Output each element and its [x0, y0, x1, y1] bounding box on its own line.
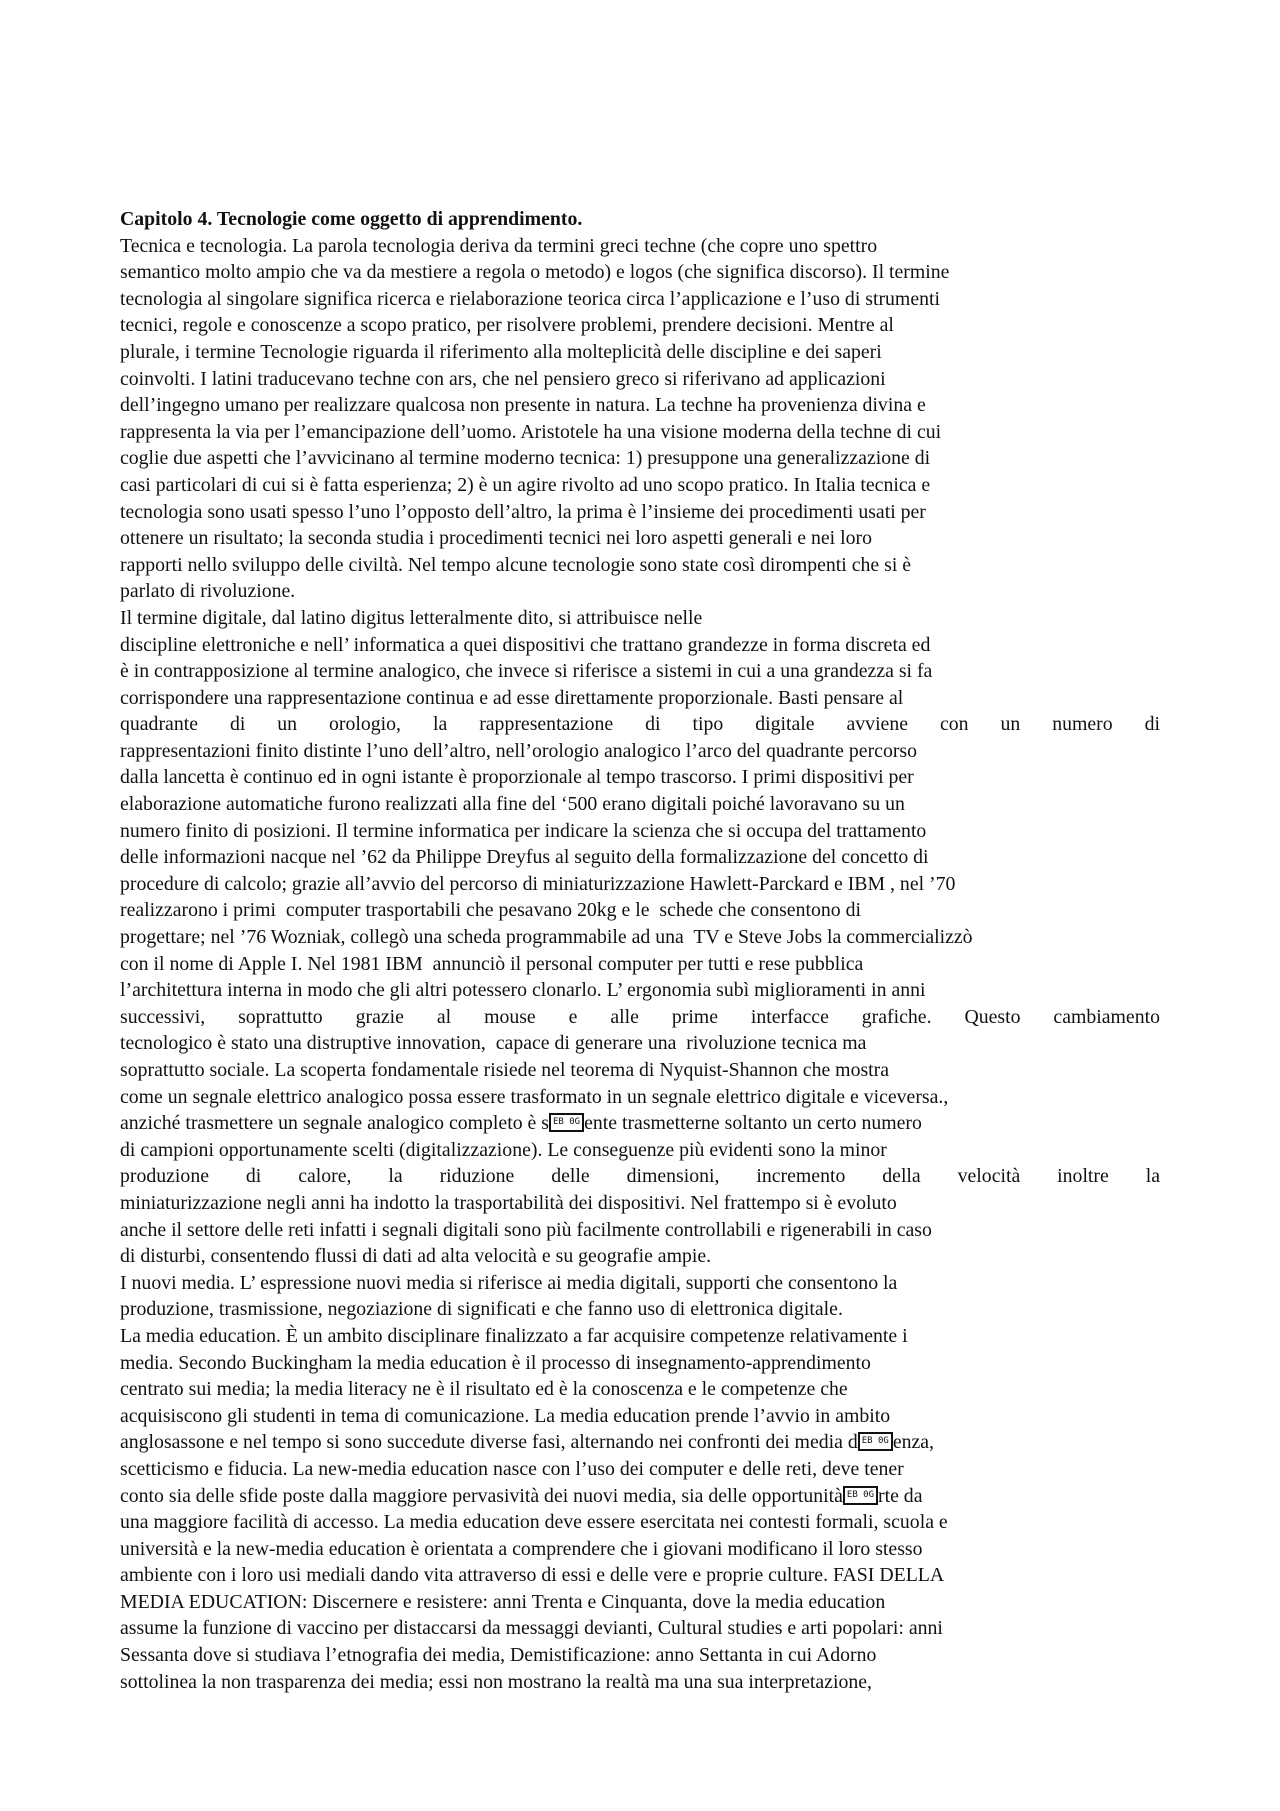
text-line: è in contrapposizione al termine analogico, che invece si riferisce a sistemi in cui a una grandezza si fa — [120, 660, 933, 683]
text-line: assume la funzione di vaccino per distaccarsi da messaggi devianti, Cultural studies e arti popolari: anni — [120, 1617, 943, 1640]
missing-glyph-icon: EB 0G — [549, 1113, 584, 1132]
text-line: coinvolti. I latini traducevano techne con ars, che nel pensiero greco si riferivano ad applicazioni — [120, 367, 886, 390]
text-line: Il termine digitale, dal latino digitus letteralmente dito, si attribuisce nelle — [120, 606, 703, 629]
text-line-justified: quadrante di un orologio, la rappresentazione di tipo digitale avviene con un numero di — [120, 713, 1160, 736]
text-line: di campioni opportunamente scelti (digitalizzazione). Le conseguenze più evidenti sono la minor — [120, 1138, 887, 1161]
text-line-with-glyph — [120, 1110, 1160, 1137]
text-line: numero finito di posizioni. Il termine informatica per indicare la scienza che si occupa del trattamento — [120, 819, 927, 842]
text-line: tecnici, regole e conoscenze a scopo pratico, per risolvere problemi, prendere decisioni. Mentre al — [120, 314, 894, 337]
text-line: procedure di calcolo; grazie all’avvio del percorso di miniaturizzazione Hawlett-Parckard e IBM , nel ’70 — [120, 872, 956, 895]
text-line: soprattutto sociale. La scoperta fondamentale risiede nel teorema di Nyquist-Shannon che mostra — [120, 1059, 890, 1081]
text-line: con il nome di Apple I. Nel 1981 IBM annunciò il personal computer per tutti e rese pubblica — [120, 952, 864, 975]
text-line: rappresenta la via per l’emancipazione dell’uomo. Aristotele ha una visione moderna della techne di cui — [120, 420, 942, 443]
text-segment: conto sia delle sfide poste dalla maggiore pervasività dei nuovi media, sia delle opportunità — [120, 1484, 843, 1507]
text-line: realizzarono i primi computer trasportabili che pesavano 20kg e le schede che consentono di — [120, 899, 861, 922]
text-line: elaborazione automatiche furono realizzati alla fine del ‘500 erano digitali poiché lavoravano su un — [120, 793, 905, 816]
text-line: miniaturizzazione negli anni ha indotto la trasportabilità dei dispositivi. Nel frattempo si è evoluto — [120, 1191, 897, 1214]
text-line: dell’ingegno umano per realizzare qualcosa non presente in natura. La techne ha provenienza divina e — [120, 394, 926, 417]
text-line: anche il settore delle reti infatti i segnali digitali sono più facilmente controllabili e rigenerabili in caso — [120, 1218, 932, 1241]
text-line: Sessanta dove si studiava l’etnografia dei media, Demistificazione: anno Settanta in cui Adorno — [120, 1644, 877, 1667]
text-line: plurale, i termine Tecnologie riguarda il riferimento alla molteplicità delle discipline e dei saperi — [120, 340, 882, 363]
text-line: coglie due aspetti che l’avvicinano al termine moderno tecnica: 1) presuppone una generalizzazione di — [120, 447, 931, 470]
text-line: La media education. È un ambito disciplinare finalizzato a far acquisire competenze relativamente i — [120, 1324, 908, 1347]
text-line: tecnologia al singolare significa ricerca e rielaborazione teorica circa l’applicazione e l’uso di strumenti — [120, 287, 940, 310]
missing-glyph-icon: EB 0G — [843, 1486, 878, 1505]
chapter-title: Capitolo 4. Tecnologie come oggetto di apprendimento. — [120, 208, 583, 230]
text-line: I nuovi media. L’ espressione nuovi media si riferisce ai media digitali, supporti che consentono la — [120, 1271, 898, 1294]
text-line: come un segnale elettrico analogico possa essere trasformato in un segnale elettrico digitale e viceversa., — [120, 1085, 949, 1108]
text-line: tecnologico è stato una distruptive innovation, capace di generare una rivoluzione tecnica ma — [120, 1032, 867, 1055]
text-line: rappresentazioni finito distinte l’uno dell’altro, nell’orologio analogico l’arco del quadrante percorso — [120, 739, 918, 762]
text-line: progettare; nel ’76 Wozniak, collegò una scheda programmabile ad una TV e Steve Jobs la commercializzò — [120, 926, 973, 949]
text-line: media. Secondo Buckingham la media education è il processo di insegnamento-apprendimento — [120, 1351, 871, 1374]
text-line: sottolinea la non trasparenza dei media; essi non mostrano la realtà ma una sua interpretazione, — [120, 1670, 872, 1693]
text-line: rapporti nello sviluppo delle civiltà. Nel tempo alcune tecnologie sono state così dirompenti che si è — [120, 553, 912, 576]
text-line: di disturbi, consentendo flussi di dati ad alta velocità e su geografie ampie. — [120, 1245, 712, 1268]
missing-glyph-icon: EB 0G — [858, 1432, 893, 1451]
text-line: produzione, trasmissione, negoziazione di significati e che fanno uso di elettronica digitale. — [120, 1298, 843, 1321]
text-line: l’architettura interna in modo che gli altri potessero clonarlo. L’ ergonomia subì miglioramenti in anni — [120, 979, 926, 1002]
text-line: dalla lancetta è continuo ed in ogni istante è proporzionale al tempo trascorso. I primi dispositivi per — [120, 766, 914, 789]
text-line: scetticismo e fiducia. La new-media education nasce con l’uso dei computer e delle reti, deve tener — [120, 1457, 904, 1480]
text-segment: rte da — [878, 1484, 923, 1507]
text-line: ottenere un risultato; la seconda studia i procedimenti tecnici nei loro aspetti generali e nei loro — [120, 527, 872, 550]
text-line: Tecnica e tecnologia. La parola tecnologia deriva da termini greci techne (che copre uno spettro — [120, 234, 878, 257]
text-line: delle informazioni nacque nel ’62 da Philippe Dreyfus al seguito della formalizzazione del concetto di — [120, 846, 929, 869]
text-line: ambiente con i loro usi mediali dando vita attraverso di essi e delle vere e proprie culture. FASI DELLA — [120, 1564, 945, 1587]
text-line-with-glyph — [120, 1429, 1160, 1456]
text-line: acquisiscono gli studenti in tema di comunicazione. La media education prende l’avvio in ambito — [120, 1404, 891, 1427]
text-line-justified: produzione di calore, la riduzione delle dimensioni, incremento della velocità inoltre la — [120, 1165, 1160, 1188]
text-line: casi particolari di cui si è fatta esperienza; 2) è un agire rivolto ad uno scopo pratico. In Italia tecnica e — [120, 473, 931, 496]
text-line: centrato sui media; la media literacy ne è il risultato ed è la conoscenza e le competenze che — [120, 1378, 848, 1401]
text-line: corrispondere una rappresentazione continua e ad esse direttamente proporzionale. Basti pensare al — [120, 686, 904, 709]
text-segment: enza, — [892, 1431, 935, 1454]
text-line: una maggiore facilità di accesso. La media education deve essere esercitata nei contesti formali, scuola e — [120, 1511, 948, 1534]
text-line: discipline elettroniche e nell’ informatica a quei dispositivi che trattano grandezze in forma discreta ed — [120, 633, 931, 656]
text-segment: anziché trasmettere un segnale analogico completo è s — [120, 1112, 549, 1135]
text-line-justified: successivi, soprattutto grazie al mouse e alle prime interfacce grafiche. Questo cambiamento — [120, 1005, 1160, 1028]
text-line: tecnologia sono usati spesso l’uno l’opposto dell’altro, la prima è l’insieme dei procedimenti usati per — [120, 500, 926, 523]
text-line: università e la new-media education è orientata a comprendere che i giovani modificano il loro stesso — [120, 1537, 923, 1560]
text-line: semantico molto ampio che va da mestiere a regola o metodo) e logos (che significa discorso). Il termine — [120, 261, 950, 284]
document-page — [120, 206, 1160, 1695]
text-line: parlato di rivoluzione. — [120, 580, 296, 603]
text-line-with-glyph — [120, 1483, 1160, 1510]
text-line: MEDIA EDUCATION: Discernere e resistere: anni Trenta e Cinquanta, dove la media education — [120, 1590, 886, 1613]
text-segment: anglosassone e nel tempo si sono succedute diverse fasi, alternando nei confronti dei media d — [120, 1431, 858, 1454]
text-segment: ente trasmetterne soltanto un certo numero — [584, 1112, 922, 1135]
